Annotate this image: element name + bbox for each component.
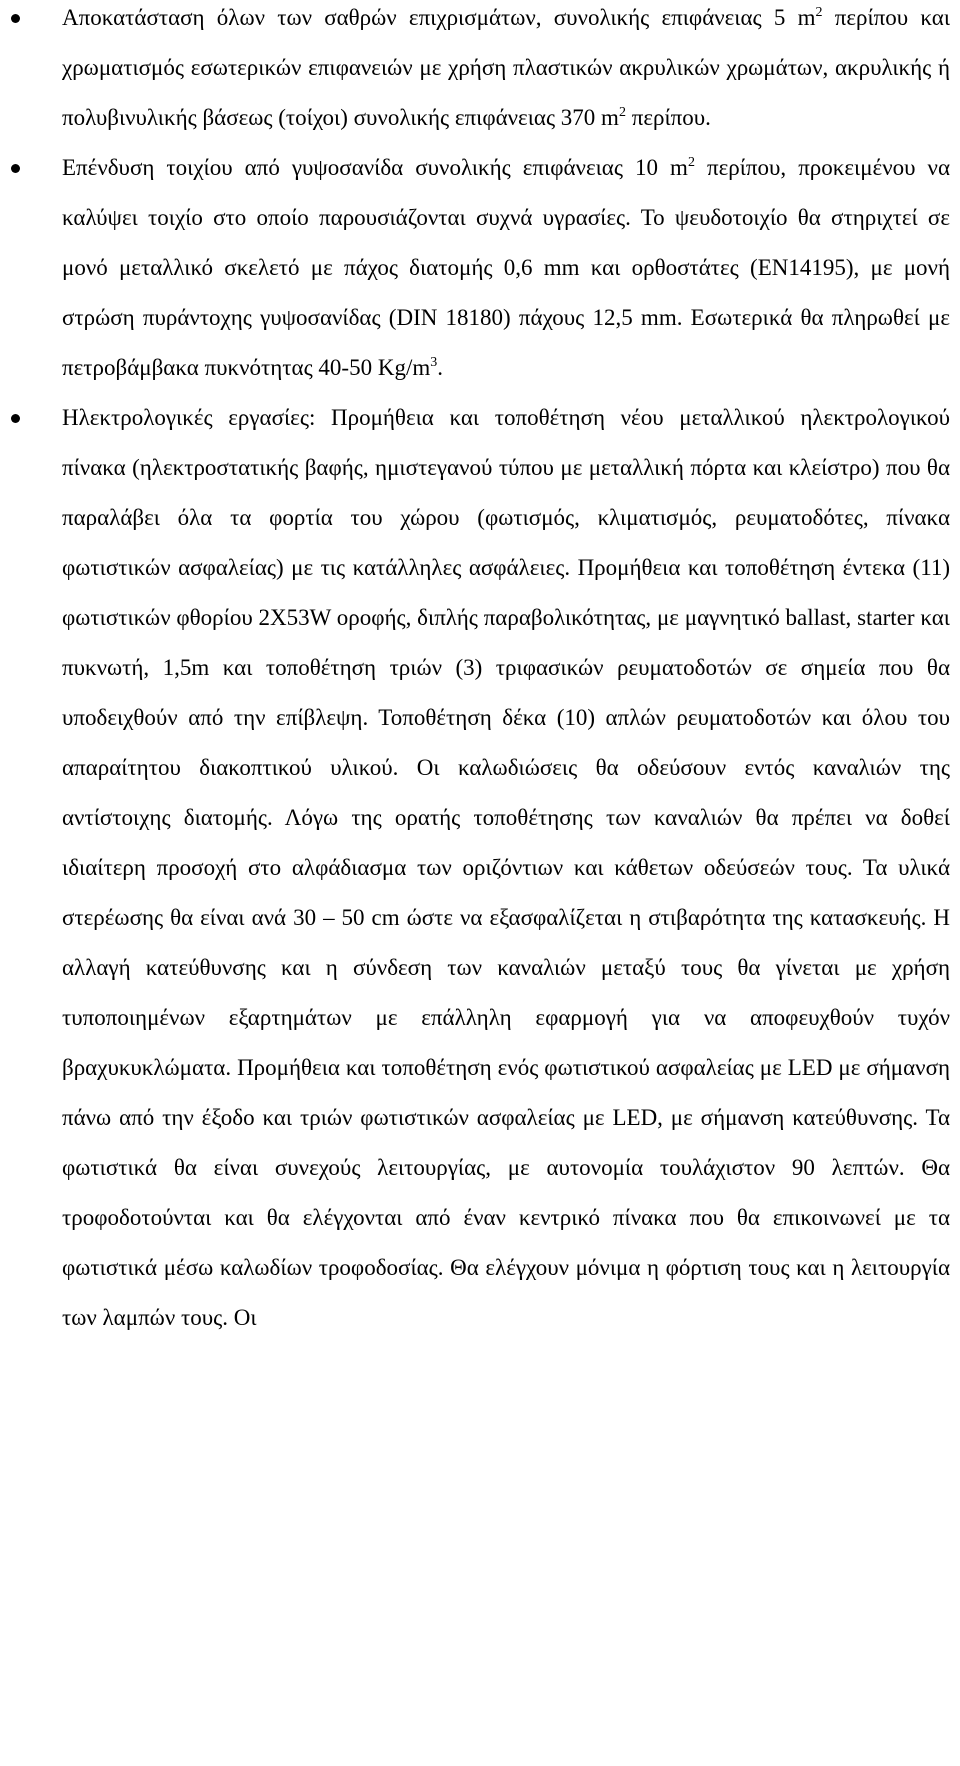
bullet-icon [11, 164, 20, 173]
text-run: Επένδυση τοιχίου από γυψοσανίδα συνολικής επιφάνειας 10 m [62, 155, 688, 180]
bullet-item-plastering-painting [0, 0, 960, 143]
superscript-exponent: 2 [618, 105, 626, 120]
superscript-exponent: 2 [687, 155, 695, 170]
bullet-item-electrical-works [0, 393, 960, 1343]
text-run: . [437, 355, 443, 380]
superscript-exponent: 2 [815, 5, 823, 20]
bullet-item-text [62, 5, 950, 130]
bullet-item-text [62, 405, 950, 1330]
text-run: περίπου, προκειμένου να καλύψει τοιχίο στο οποίο παρουσιάζονται συχνά υγρασίες. Το ψευδοτοιχίο θα στηριχτεί σε μονό μεταλλικό σκελετό με πάχος διατομής 0,6 mm και ορθοστάτες (EN14195), με μονή στρώση πυράντοχης γυψοσανίδας (DIN 18180) πάχους 12,5 mm. Εσωτερικά θα πληρωθεί με πετροβάμβακα πυκνότητας 40-50 Kg/m [62, 155, 950, 380]
bullet-icon [11, 14, 20, 23]
bullet-icon [11, 414, 20, 423]
text-run: Ηλεκτρολογικές εργασίες: Προμήθεια και τοποθέτηση νέου μεταλλικού ηλεκτρολογικού πίνακα (ηλεκτροστατικής βαφής, ημιστεγανού τύπου με μεταλλική πόρτα και κλείστρο) που θα παραλάβει όλα τα φορτία του χώρου (φωτισμός, κλιματισμός, ρευματοδότες, πίνακα φωτιστικών ασφαλείας) με τις κατάλληλες ασφάλειες. Προμήθεια και τοποθέτηση έντεκα (11) φωτιστικών φθορίου 2Χ53W οροφής, διπλής παραβολικότητας, με μαγνητικό ballast, starter και πυκνωτή, 1,5m και τοποθέτηση τριών (3) τριφασικών ρευματοδοτών σε σημεία που θα υποδειχθούν από την επίβλεψη. Τοποθέτηση δέκα (10) απλών ρευματοδοτών και όλου του απαραίτητου διακοπτικού υλικού. Οι καλωδιώσεις θα οδεύσουν εντός καναλιών της αντίστοιχης διατομής. Λόγω της ορατής τοποθέτησης των καναλιών θα πρέπει να δοθεί ιδιαίτερη προσοχή στο αλφάδιασμα των οριζόντιων και κάθετων οδεύσεών τους. Τα υλικά στερέωσης θα είναι ανά 30 – 50 cm ώστε να εξασφαλίζεται η στιβαρότητα της κατασκευής. Η αλλαγή κατεύθυνσης και η σύνδεση των καναλιών μεταξύ τους θα γίνεται με χρήση τυποποιημένων εξαρτημάτων με επάλληλη εφαρμογή για να αποφευχθούν τυχόν βραχυκυκλώματα. Προμήθεια και τοποθέτηση ενός φωτιστικού ασφαλείας με LED με σήμανση πάνω από την έξοδο και τριών φωτιστικών ασφαλείας με LED, με σήμανση κατεύθυνσης. Τα φωτιστικά θα είναι συνεχούς λειτουργίας, με αυτονομία τουλάχιστον 90 λεπτών. Θα τροφοδοτούνται και θα ελέγχονται από έναν κεντρικό πίνακα που θα επικοινωνεί με τα φωτιστικά μέσω καλωδίων τροφοδοσίας. Θα ελέγχουν μόνιμα η φόρτιση τους και η λειτουργία των λαμπών τους. Οι [62, 405, 950, 1330]
text-run: Αποκατάσταση όλων των σαθρών επιχρισμάτων, συνολικής επιφάνειας 5 m [62, 5, 816, 30]
text-run: περίπου. [625, 105, 711, 130]
bullet-item-text [62, 155, 950, 380]
superscript-exponent: 3 [430, 355, 438, 370]
text-run: περίπου και χρωματισμός εσωτερικών επιφανειών με χρήση πλαστικών ακρυλικών χρωμάτων, ακρυλικής ή πολυβινυλικής βάσεως (τοίχοι) συνολικής επιφάνειας 370 m [62, 5, 951, 130]
bullet-item-gypsum-board [0, 143, 960, 393]
